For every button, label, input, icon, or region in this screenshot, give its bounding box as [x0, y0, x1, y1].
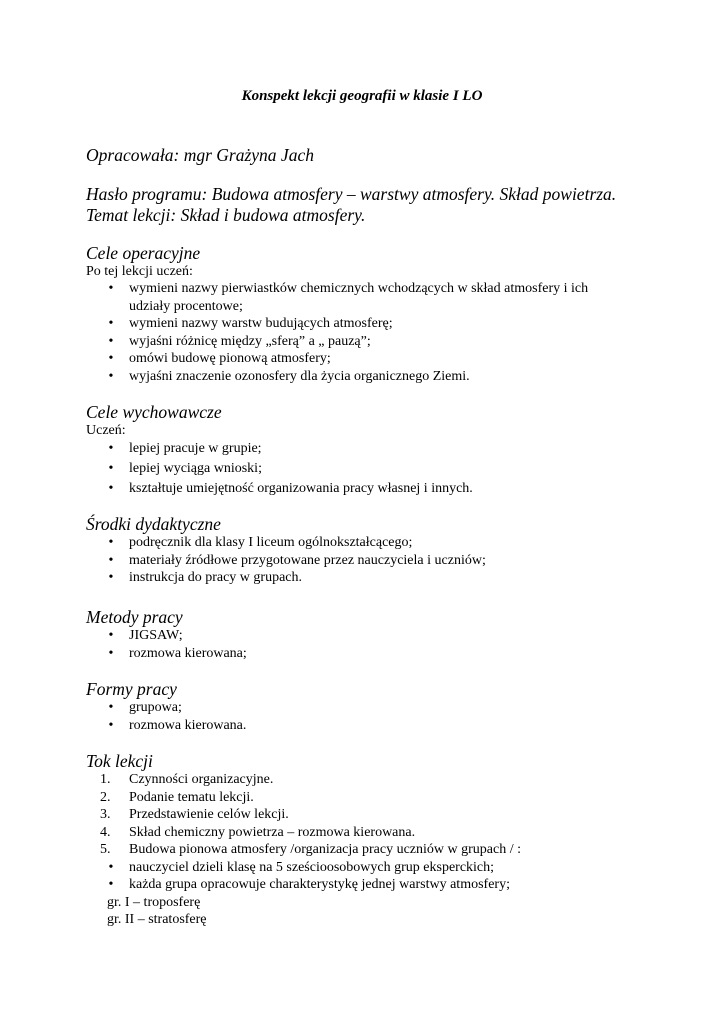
section-intro: Uczeń: — [86, 423, 126, 438]
section-srodki-dydaktyczne — [86, 514, 646, 587]
list-item: • podręcznik dla klasy I liceum ogólnokształcącego; — [86, 534, 646, 552]
bullet-icon: • — [108, 628, 114, 643]
bullet-icon: • — [108, 570, 114, 585]
group-line: gr. I – troposferę — [107, 894, 201, 910]
group-line: gr. II – stratosferę — [107, 912, 207, 927]
section-cele-operacyjne — [86, 243, 646, 385]
bullet-icon: • — [108, 859, 114, 875]
list-item: • grupowa; — [86, 699, 646, 717]
numbered-step: 4. Skład chemiczny powietrza – rozmowa kierowana. — [100, 824, 416, 840]
list-item: • omówi budowę pionową atmosfery; — [86, 350, 646, 368]
list-item: • lepiej pracuje w grupie; — [86, 439, 646, 459]
list-item: • wyjaśni znaczenie ozonosfery dla życia organicznego Ziemi. — [86, 368, 646, 386]
program-line: Hasło programu: Budowa atmosfery – warstwy atmosfery. Skład powietrza. — [86, 184, 617, 204]
section-heading: Cele operacyjne — [86, 243, 201, 263]
author-line: Opracowała: mgr Grażyna Jach — [86, 145, 314, 165]
list-item: • wymieni nazwy warstw budujących atmosferę; — [86, 315, 646, 333]
bullet-icon: • — [108, 535, 114, 550]
numbered-step: 1. Czynności organizacyjne. — [100, 772, 274, 787]
bullet-icon: • — [108, 645, 114, 661]
list-item: • wymieni nazwy pierwiastków chemicznych wchodzących w skład atmosfery i ich udziały procentowe; — [86, 280, 646, 315]
list-item: • nauczyciel dzieli klasę na 5 sześcioosobowych grup eksperckich; — [86, 859, 646, 877]
bullet-icon: • — [108, 461, 114, 476]
bullet-icon: • — [108, 351, 114, 366]
section-heading: Środki dydaktyczne — [86, 514, 221, 534]
list-item: • JIGSAW; — [86, 627, 646, 645]
bullet-icon: • — [108, 316, 114, 331]
list-item: • rozmowa kierowana. — [86, 717, 646, 735]
section-tok-lekcji — [86, 751, 646, 929]
numbered-step: 3. Przedstawienie celów lekcji. — [100, 807, 289, 822]
section-heading: Metody pracy — [86, 607, 183, 627]
list-item: • materiały źródłowe przygotowane przez nauczyciela i uczniów; — [86, 552, 646, 570]
topic-line: Temat lekcji: Skład i budowa atmosfery. — [86, 205, 366, 225]
section-heading: Cele wychowawcze — [86, 402, 222, 422]
numbered-step: 5. Budowa pionowa atmosfery /organizacja pracy uczniów w grupach / : — [100, 842, 521, 857]
list-item: • każda grupa opracowuje charakterystykę jednej warstwy atmosfery; — [86, 876, 646, 894]
section-heading: Tok lekcji — [86, 751, 153, 771]
list-item: • kształtuje umiejętność organizowania pracy własnej i innych. — [86, 479, 646, 499]
section-heading: Formy pracy — [86, 679, 177, 699]
bullet-icon: • — [108, 441, 114, 456]
list-item: • wyjaśni różnicę między „sferą” a „ pauzą”; — [86, 333, 646, 351]
list-item: • lepiej wyciąga wnioski; — [86, 459, 646, 479]
list-item: • instrukcja do pracy w grupach. — [86, 569, 646, 587]
bullet-icon: • — [108, 700, 114, 715]
bullet-icon: • — [108, 717, 114, 733]
numbered-step: 2. Podanie tematu lekcji. — [100, 789, 254, 805]
bullet-icon: • — [108, 552, 114, 568]
section-formy-pracy — [86, 679, 646, 734]
section-metody-pracy — [86, 607, 646, 662]
section-cele-wychowawcze — [86, 402, 646, 499]
section-intro: Po tej lekcji uczeń: — [86, 264, 193, 279]
bullet-icon: • — [108, 877, 114, 892]
bullet-icon: • — [108, 281, 114, 296]
bullet-icon: • — [108, 333, 114, 349]
list-item: • rozmowa kierowana; — [86, 645, 646, 663]
bullet-icon: • — [108, 481, 114, 496]
bullet-icon: • — [108, 368, 114, 384]
document-title: Konspekt lekcji geografii w klasie I LO — [241, 88, 483, 104]
